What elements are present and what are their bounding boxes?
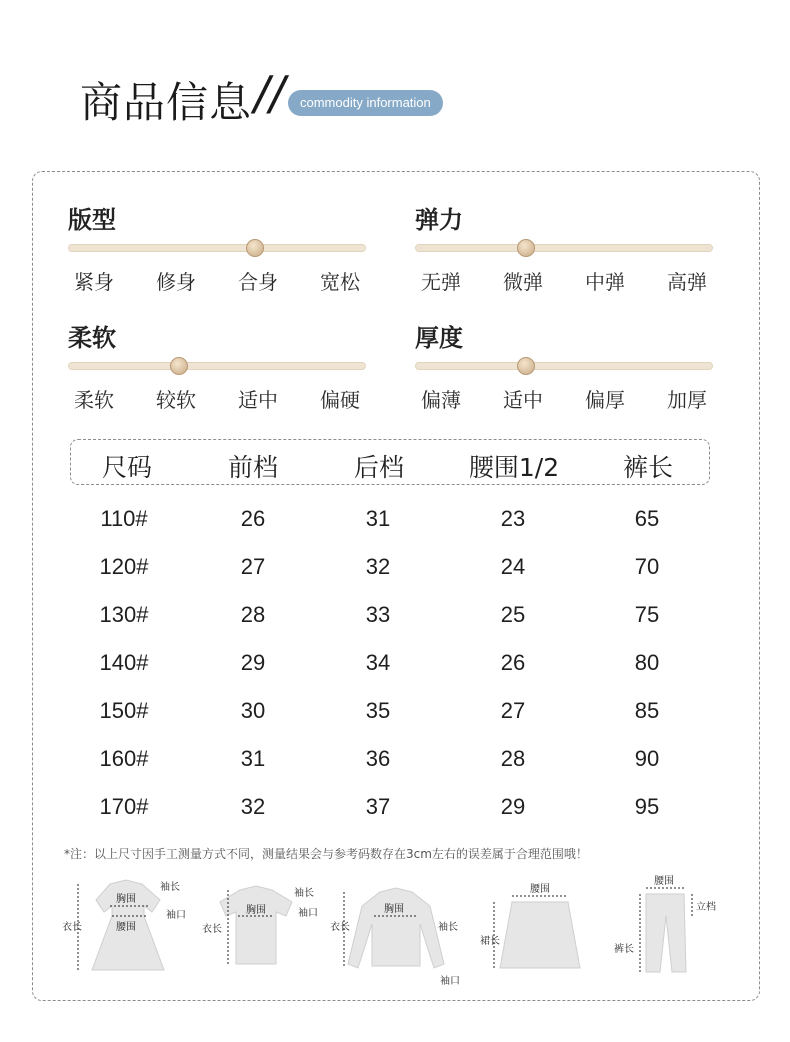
cell-size: 150# (99, 698, 149, 723)
cell-front-rise: 29 (240, 650, 266, 675)
cell-front-rise: 32 (240, 794, 266, 819)
cell-pants-length: 95 (634, 794, 660, 819)
attr-thickness-track (415, 362, 713, 370)
cell-front-rise: 28 (240, 602, 266, 627)
attr-fit-option: 紧身 (74, 270, 114, 294)
cell-size: 130# (99, 602, 149, 627)
tshirt-label-sleeve: 袖长 (294, 888, 314, 899)
dress-label-cuff: 袖口 (166, 910, 186, 921)
attr-thickness-option: 偏薄 (421, 388, 461, 412)
cell-half-waist: 27 (500, 698, 526, 723)
cell-front-rise: 26 (240, 506, 266, 531)
attr-softness-option: 柔软 (74, 388, 114, 412)
attr-thickness-option: 适中 (503, 388, 543, 412)
cell-half-waist: 28 (500, 746, 526, 771)
tshirt-shape (220, 886, 292, 964)
pants-label-rise: 立档 (696, 902, 716, 913)
cell-back-rise: 33 (365, 602, 391, 627)
cell-front-rise: 30 (240, 698, 266, 723)
header-size: 尺码 (101, 453, 153, 482)
attr-fit (68, 200, 366, 295)
table-row (0, 602, 790, 632)
attr-softness-option: 偏硬 (320, 388, 360, 412)
longsleeve-label-cuff: 袖口 (440, 976, 460, 987)
tshirt-label-chest: 胸围 (246, 905, 266, 916)
tshirt-label-length: 衣长 (202, 924, 222, 935)
cell-back-rise: 31 (365, 506, 391, 531)
cell-back-rise: 37 (365, 794, 391, 819)
attr-elasticity-option: 中弹 (585, 270, 625, 294)
attr-fit-track (68, 244, 366, 252)
cell-pants-length: 80 (634, 650, 660, 675)
table-row (0, 746, 790, 776)
cell-back-rise: 34 (365, 650, 391, 675)
cell-front-rise: 27 (240, 554, 266, 579)
longsleeve-shape (348, 888, 444, 968)
cell-half-waist: 25 (500, 602, 526, 627)
attr-elasticity-option: 微弹 (503, 270, 543, 294)
attr-thickness-option: 偏厚 (585, 388, 625, 412)
tshirt-label-cuff: 袖口 (298, 908, 318, 919)
cell-back-rise: 36 (365, 746, 391, 771)
attr-softness-option: 适中 (238, 388, 278, 412)
table-row (0, 554, 790, 584)
cell-pants-length: 90 (634, 746, 660, 771)
cell-size: 160# (99, 746, 149, 771)
cell-pants-length: 70 (634, 554, 660, 579)
attr-thickness (415, 318, 713, 413)
attr-elasticity (415, 200, 713, 295)
attr-fit-option: 宽松 (320, 270, 360, 294)
cell-size: 170# (99, 794, 149, 819)
attr-softness-knob (170, 357, 188, 375)
header-pants-length: 裤长 (622, 453, 674, 482)
dress-label-sleeve: 袖长 (160, 882, 180, 893)
cell-pants-length: 65 (634, 506, 660, 531)
attr-fit-title: 版型 (68, 206, 116, 234)
table-row (0, 794, 790, 824)
cell-half-waist: 24 (500, 554, 526, 579)
attr-elasticity-knob (517, 239, 535, 257)
cell-front-rise: 31 (240, 746, 266, 771)
longsleeve-label-sleeve: 袖长 (438, 922, 458, 933)
dress-label-chest: 胸围 (116, 894, 136, 905)
longsleeve-diagram (330, 872, 470, 992)
attr-elasticity-track (415, 244, 713, 252)
measurement-note: *注：以上尺寸因手工测量方式不同，测量结果会与参考码数存在3cm左右的误差属于合理范围哦！ (64, 847, 588, 861)
attr-elasticity-option: 高弹 (667, 270, 707, 294)
page-title: 商品信息 (80, 78, 253, 127)
skirt-label-waist: 腰围 (530, 884, 550, 895)
cell-size: 140# (99, 650, 149, 675)
pants-label-length: 裤长 (614, 944, 634, 955)
attr-thickness-knob (517, 357, 535, 375)
subtitle-badge: commodity information (288, 90, 443, 116)
pants-diagram (600, 872, 730, 982)
pants-shape (646, 894, 686, 972)
dress-diagram (60, 872, 190, 982)
attr-fit-option: 合身 (238, 270, 278, 294)
longsleeve-label-length: 衣长 (330, 922, 350, 933)
cell-back-rise: 35 (365, 698, 391, 723)
dress-label-length: 衣长 (62, 922, 82, 933)
dress-label-waist: 腰围 (116, 922, 136, 933)
header-half-waist: 腰围1/2 (468, 453, 560, 482)
longsleeve-label-chest: 胸围 (384, 904, 404, 915)
attr-elasticity-title: 弹力 (415, 206, 463, 234)
cell-pants-length: 85 (634, 698, 660, 723)
pants-label-waist: 腰围 (654, 876, 674, 887)
attr-elasticity-option: 无弹 (421, 270, 461, 294)
cell-size: 120# (99, 554, 149, 579)
attr-fit-knob (246, 239, 264, 257)
skirt-shape (500, 902, 580, 968)
skirt-label-length: 裙长 (480, 936, 500, 947)
tshirt-diagram (200, 872, 330, 982)
cell-half-waist: 23 (500, 506, 526, 531)
table-row (0, 506, 790, 536)
attr-softness-option: 较软 (156, 388, 196, 412)
measurement-diagrams (60, 872, 740, 992)
attr-softness-title: 柔软 (68, 324, 116, 352)
header-front-rise: 前档 (227, 453, 279, 482)
attr-thickness-title: 厚度 (415, 324, 463, 352)
title-slash: // (254, 66, 285, 120)
cell-half-waist: 26 (500, 650, 526, 675)
attr-softness (68, 318, 366, 413)
attr-thickness-option: 加厚 (667, 388, 707, 412)
skirt-diagram (480, 872, 600, 982)
size-table-header (70, 439, 710, 485)
table-row (0, 650, 790, 680)
attr-fit-option: 修身 (156, 270, 196, 294)
header-back-rise: 后档 (353, 453, 405, 482)
cell-half-waist: 29 (500, 794, 526, 819)
cell-back-rise: 32 (365, 554, 391, 579)
attr-softness-track (68, 362, 366, 370)
cell-size: 110# (100, 506, 148, 531)
cell-pants-length: 75 (634, 602, 660, 627)
table-row (0, 698, 790, 728)
